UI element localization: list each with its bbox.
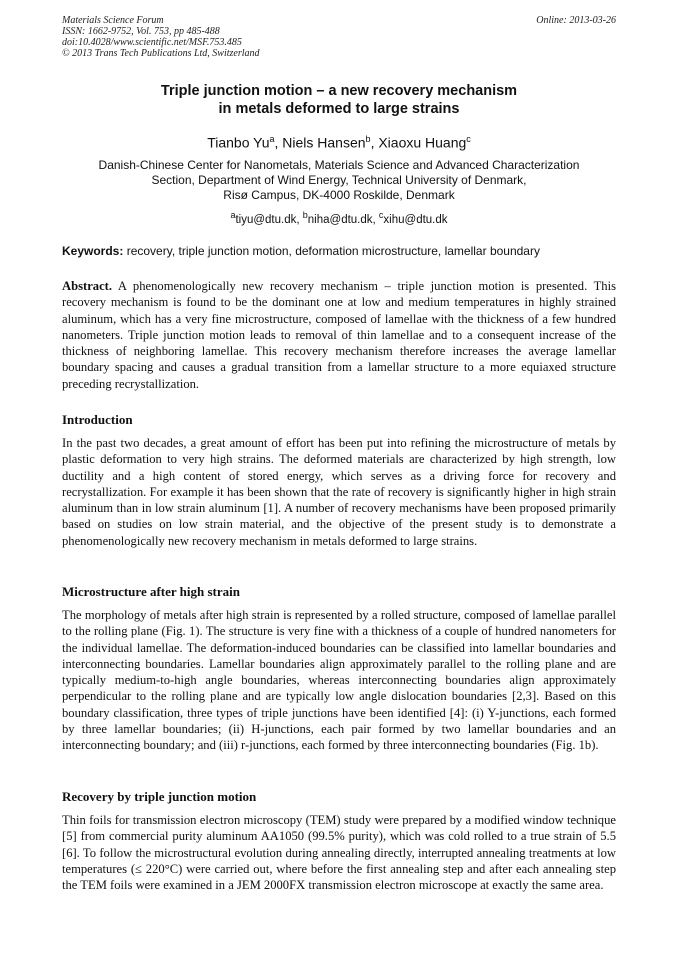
journal-name: Materials Science Forum: [62, 15, 164, 26]
author-name: Tianbo Yu: [207, 134, 270, 151]
section-text-introduction: In the past two decades, a great amount of effort has been put into refining the microstructure of metals by plastic deformation to very high strains. The deformed materials are characterized by high strength, low ductility and a high content of stored energy, which serves as a driving force for recovery and recrystallization. For example it has been shown that the rate of recovery is significantly higher in high strain aluminum than in low strain aluminum [1]. A number of recovery mechanisms have been proposed primarily based on studies on low strain material, and the objective of the present study is to demonstrate a phenomenologically new recovery mechanism in metals deformed to large strains.: [62, 436, 616, 548]
affiliation-line-1: Danish-Chinese Center for Nanometals, Materials Science and Advanced Characterization: [98, 158, 580, 172]
keywords-label: Keywords:: [62, 244, 124, 258]
email-address: tiyu@dtu.dk,: [235, 213, 303, 226]
email-address: niha@dtu.dk,: [307, 213, 379, 226]
author-affil-mark: c: [466, 134, 471, 144]
author-name: Xiaoxu Huang: [378, 134, 467, 151]
email-list: [62, 208, 616, 227]
online-date: Online: 2013-03-26: [536, 15, 616, 26]
affiliation-line-2: Section, Department of Wind Energy, Technical University of Denmark,: [151, 173, 527, 187]
author-separator: ,: [274, 134, 283, 151]
abstract: [62, 278, 616, 392]
section-heading-microstructure: Microstructure after high strain: [62, 584, 240, 599]
title-line-2: in metals deformed to large strains: [218, 101, 460, 117]
journal-header: [62, 15, 616, 59]
issn-line: ISSN: 1662-9752, Vol. 753, pp 485-488: [62, 26, 220, 37]
author-name: Niels Hansen: [282, 134, 366, 151]
keywords-text: recovery, triple junction motion, deformation microstructure, lamellar boundary: [123, 244, 540, 258]
title-line-1: Triple junction motion – a new recovery mechanism: [160, 83, 518, 99]
paper-title: [62, 82, 616, 118]
author-affil-mark: b: [365, 134, 371, 144]
doi-line: doi:10.4028/www.scientific.net/MSF.753.485: [62, 37, 242, 48]
affiliation: [62, 158, 616, 203]
abstract-text: A phenomenologically new recovery mechanism – triple junction motion is presented. This recovery mechanism is found to be the dominant one at low and medium temperatures in highly strained aluminum, which has a very fine microstructure, composed of lamellae with the thickness of a few hundred nanometers. Triple junction motion leads to removal of thin lamellae and to a consequent increase of the thickness of neighboring lamellae. This recovery mechanism therefore increases the average lamellar boundary spacing and causes a gradual transition from a lamellar structure to a more equiaxed structure preceding recrystallization.: [62, 279, 616, 391]
section-text-recovery: Thin foils for transmission electron microscopy (TEM) study were prepared by a modified window technique [5] from commercial purity aluminum AA1050 (99.5% purity), which was cold rolled to a true strain of 5.5 [6]. To follow the microstructural evolution during annealing directly, interrupted annealing treatments at low temperatures (≤ 220°C) were carried out, where before the first annealing step and after each annealing step the TEM foils were examined in a JEM 2000FX transmission electron microscope at exactly the same area.: [62, 813, 616, 893]
affiliation-line-3: Risø Campus, DK-4000 Roskilde, Denmark: [223, 188, 455, 202]
section-text-microstructure: The morphology of metals after high strain is represented by a rolled structure, composed of lamellae parallel to the rolling plane (Fig. 1). The structure is very fine with a thickness of a couple of hundred nanometers for the individual lamellae. The deformation-induced boundaries can be classified into lamellar boundaries and interconnecting boundaries. Lamellar boundaries align approximately parallel to the rolling plane and are typically medium-to-high angle boundaries, whereas interconnecting boundaries align approximately perpendicular to the rolling plane and are typically low angle dislocation boundaries [2,3]. Based on this boundary classification, three types of triple junctions have been identified [4]: (i) Y-junctions, each formed by three lamellar boundaries; (ii) H-junctions, each pair formed by two lamellar boundaries and an interconnecting boundary; and (iii) r-junctions, each formed by three interconnecting boundaries (Fig. 1b).: [62, 608, 616, 753]
keywords: [62, 244, 616, 259]
email-mark: c: [378, 210, 384, 220]
section-heading-recovery: Recovery by triple junction motion: [62, 789, 257, 804]
section-heading-introduction: Introduction: [62, 412, 133, 427]
copyright-line: © 2013 Trans Tech Publications Ltd, Switzerland: [62, 48, 260, 59]
abstract-label: Abstract.: [62, 279, 113, 293]
author-list: [62, 130, 616, 152]
email-address: xihu@dtu.dk: [383, 213, 448, 226]
author-affil-mark: a: [269, 134, 275, 144]
author-separator: ,: [370, 134, 379, 151]
email-mark: a: [230, 210, 236, 220]
email-mark: b: [302, 210, 308, 220]
